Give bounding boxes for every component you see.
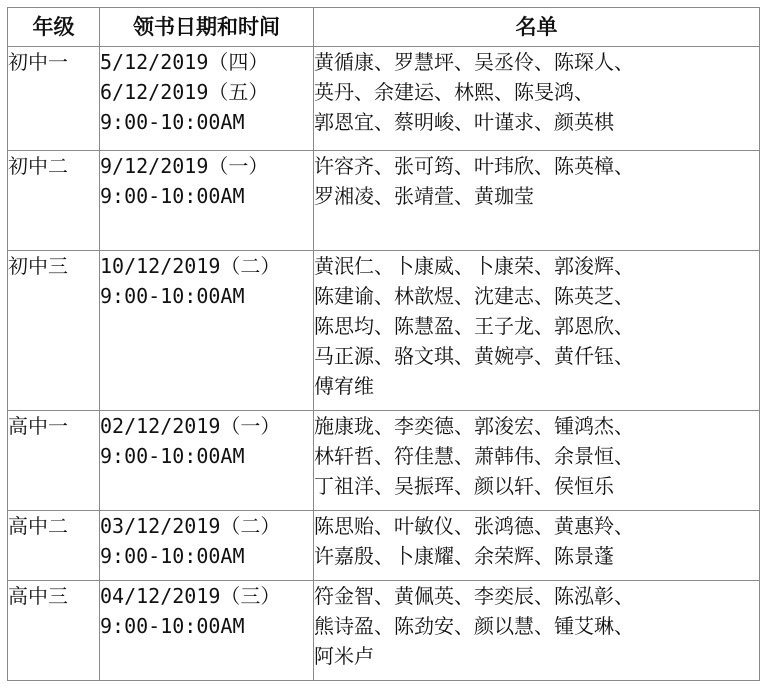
names-line: 黄泯仁、卜康威、卜康荣、郭浚辉、 (314, 254, 634, 278)
date-cell (100, 411, 314, 511)
names-cell (314, 581, 760, 681)
time-line: 9:00-10:00AM (100, 614, 245, 638)
date-cell (100, 581, 314, 681)
grade-cell: 高中三 (8, 581, 100, 681)
table-row (8, 581, 760, 681)
grade-cell: 高中一 (8, 411, 100, 511)
date-cell (100, 511, 314, 581)
time-line: 9:00-10:00AM (100, 184, 245, 208)
names-line: 施康珑、李奕德、郭浚宏、锺鸿杰、 (314, 414, 634, 438)
names-line: 陈思均、陈慧盈、王子龙、郭恩欣、 (314, 314, 634, 338)
names-line: 许嘉殷、卜康耀、余荣辉、陈景蓬 (314, 544, 614, 568)
names-cell (314, 251, 760, 411)
names-line: 符金智、黄佩英、李奕辰、陈泓彰、 (314, 584, 634, 608)
names-line: 丁祖洋、吴振珲、颜以轩、侯恒乐 (314, 474, 614, 498)
table-row (8, 251, 760, 411)
names-line: 熊诗盈、陈劲安、颜以慧、锺艾琳、 (314, 614, 634, 638)
names-line: 傅宥维 (314, 374, 374, 398)
grade-cell: 初中一 (8, 47, 100, 151)
table-row (8, 151, 760, 251)
header-grade: 年级 (8, 8, 100, 47)
names-line: 黄循康、罗慧坪、吴丞伶、陈琛人、 (314, 50, 634, 74)
names-line: 陈建谕、林歆煜、沈建志、陈英芝、 (314, 284, 634, 308)
grade-cell: 高中二 (8, 511, 100, 581)
table-row (8, 47, 760, 151)
names-cell (314, 411, 760, 511)
time-line: 9:00-10:00AM (100, 444, 245, 468)
date-line: 04/12/2019（三） (100, 584, 281, 608)
date-line: 5/12/2019（四） (100, 50, 269, 74)
header-names: 名单 (314, 8, 760, 47)
date-cell (100, 251, 314, 411)
book-collection-schedule-table (7, 7, 760, 681)
table-row (8, 411, 760, 511)
names-line: 罗湘凌、张靖萱、黄珈莹 (314, 184, 534, 208)
names-line: 阿米卢 (314, 644, 374, 668)
header-date: 领书日期和时间 (100, 8, 314, 47)
table-row (8, 511, 760, 581)
date-line: 02/12/2019（一） (100, 414, 281, 438)
date-line: 10/12/2019（二） (100, 254, 281, 278)
date-line: 03/12/2019（二） (100, 514, 281, 538)
names-line: 陈思贻、叶敏仪、张鸿德、黄惠羚、 (314, 514, 634, 538)
names-line: 英丹、余建运、林熙、陈旻鸿、 (314, 80, 594, 104)
time-line: 9:00-10:00AM (100, 284, 245, 308)
names-line: 林轩哲、符佳慧、萧韩伟、余景恒、 (314, 444, 634, 468)
names-cell (314, 151, 760, 251)
date-line: 6/12/2019（五） (100, 80, 269, 104)
names-line: 马正源、骆文琪、黄婉亭、黄仟钰、 (314, 344, 634, 368)
date-cell (100, 47, 314, 151)
names-cell (314, 511, 760, 581)
grade-cell: 初中三 (8, 251, 100, 411)
time-line: 9:00-10:00AM (100, 110, 245, 134)
header-row (8, 8, 760, 47)
names-line: 许容齐、张可筠、叶玮欣、陈英樟、 (314, 154, 634, 178)
grade-cell: 初中二 (8, 151, 100, 251)
date-cell (100, 151, 314, 251)
names-cell (314, 47, 760, 151)
names-line: 郭恩宜、蔡明峻、叶谨求、颜英棋 (314, 110, 614, 134)
date-line: 9/12/2019（一） (100, 154, 269, 178)
time-line: 9:00-10:00AM (100, 544, 245, 568)
